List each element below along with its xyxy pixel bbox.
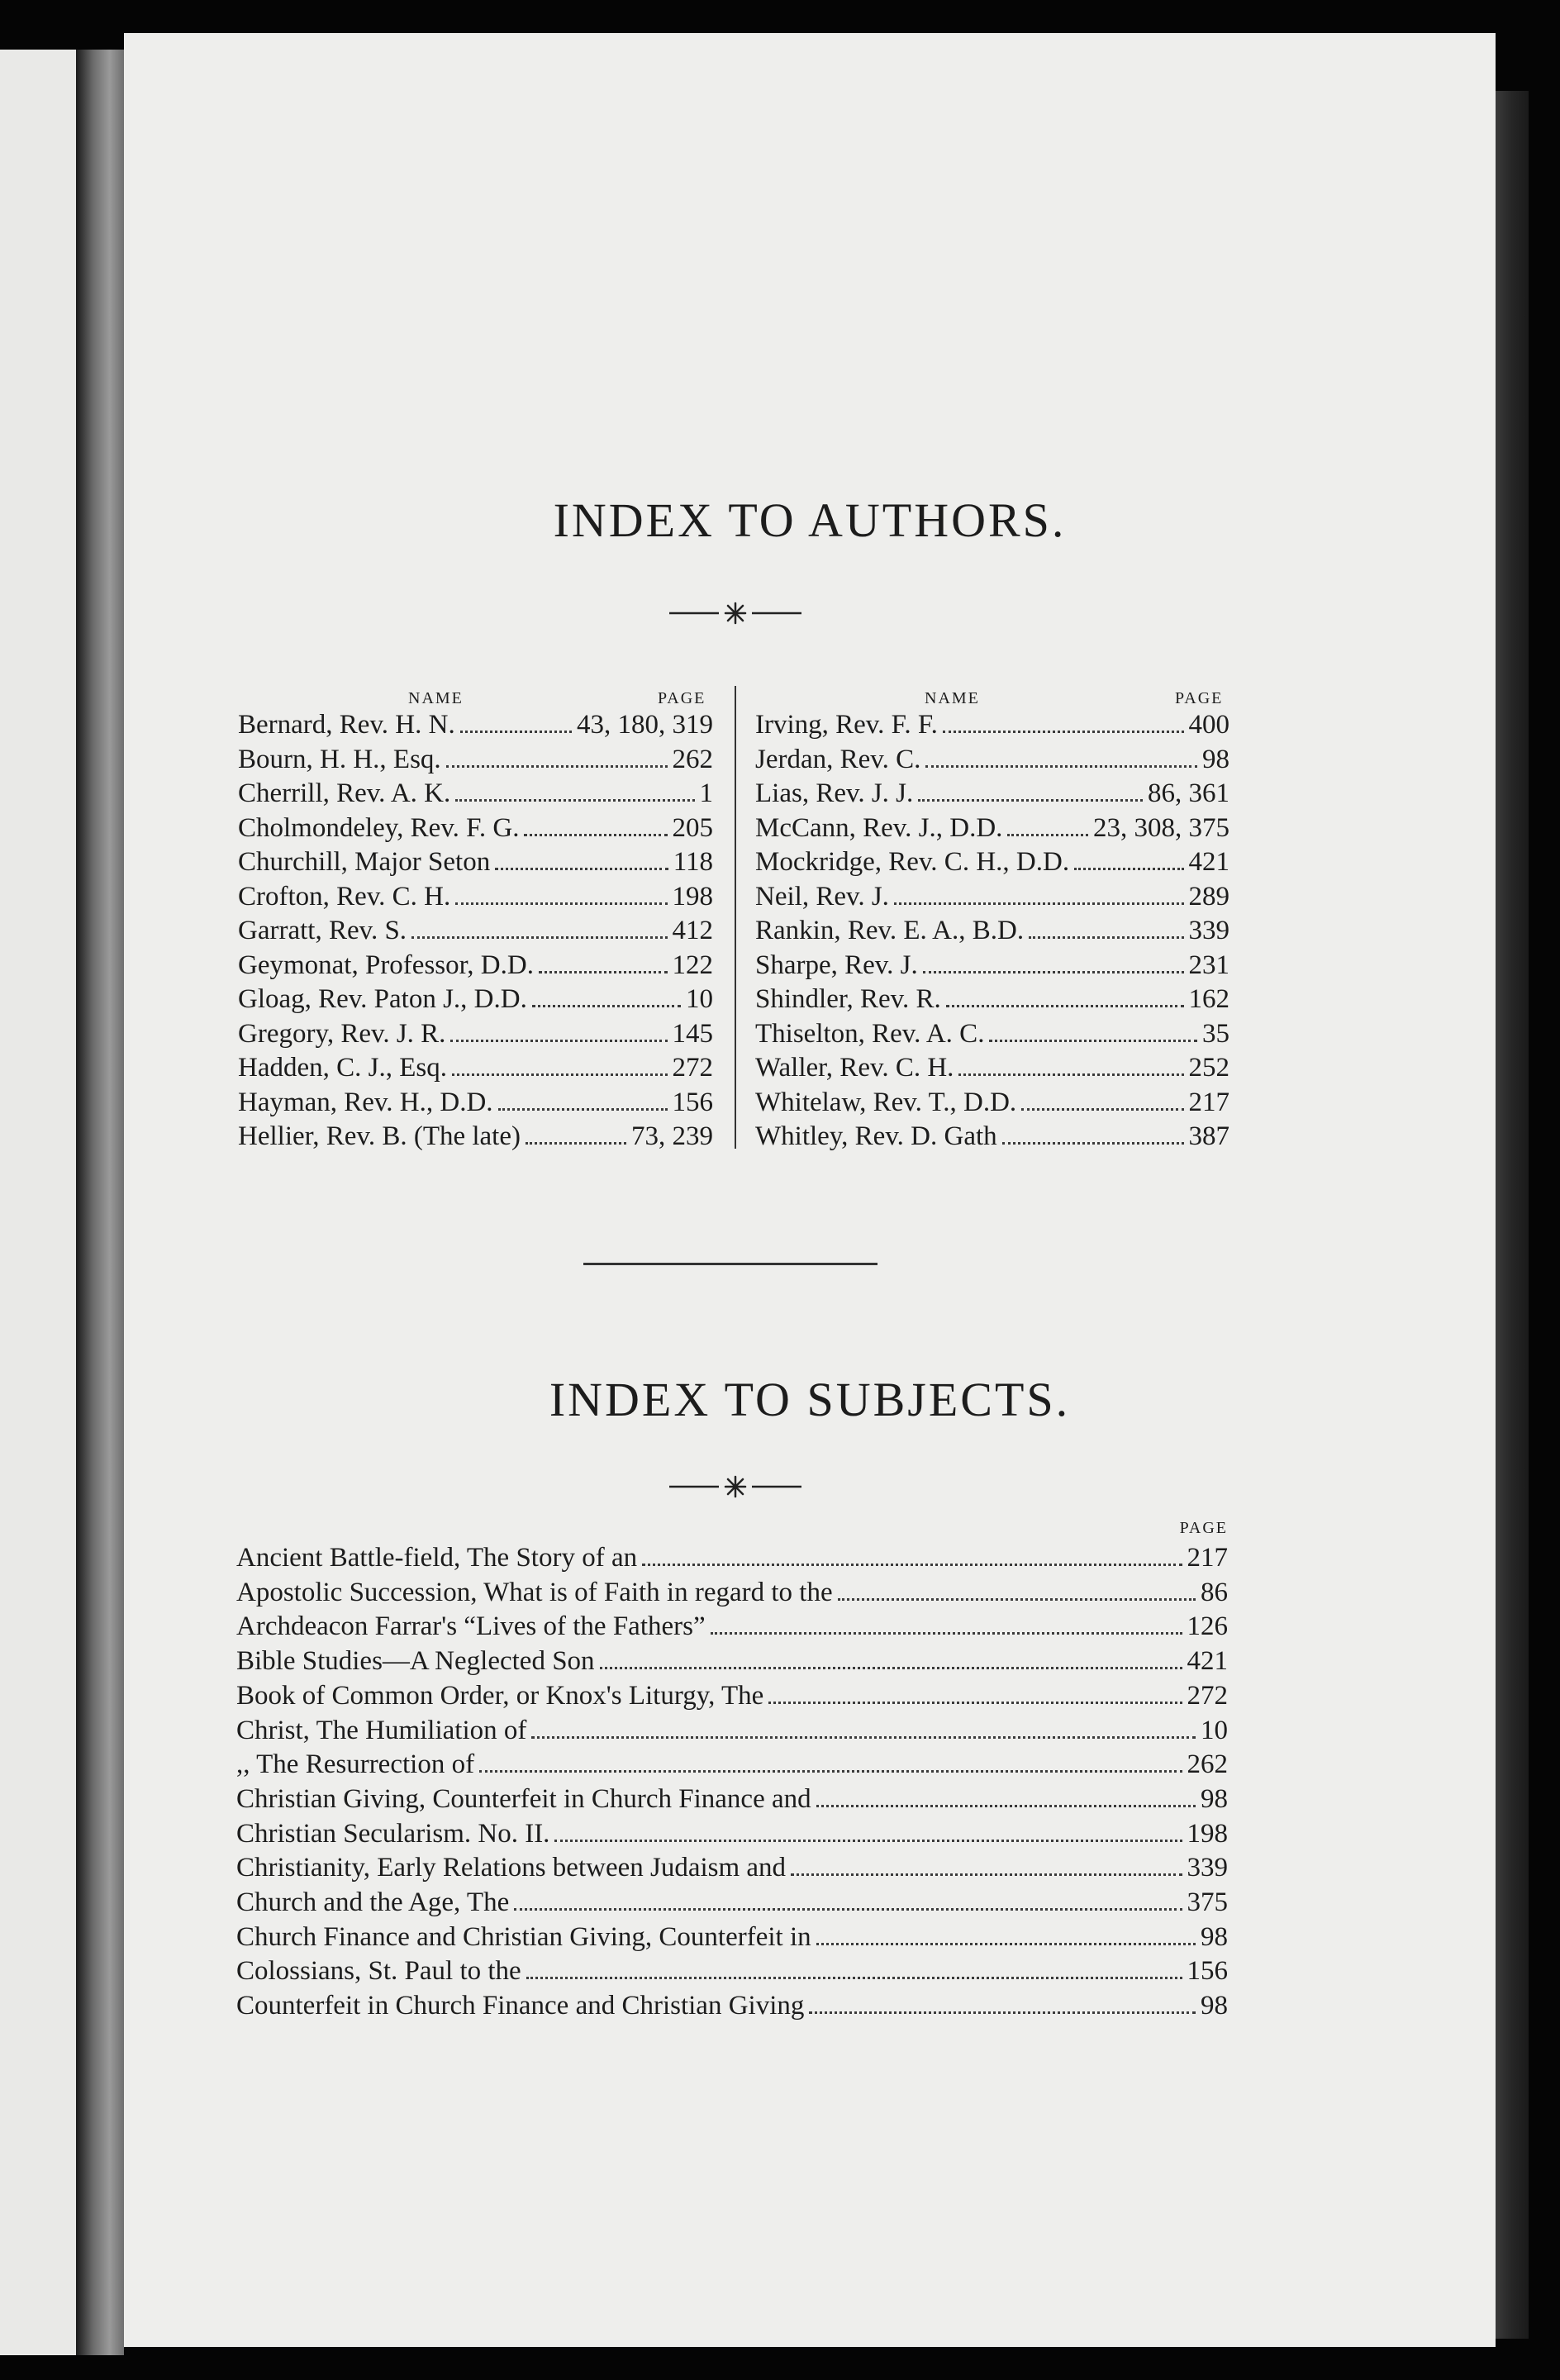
index-entry — [236, 1679, 1228, 1712]
dot-leader — [531, 1715, 1196, 1739]
entry-pages: 73, 239 — [631, 1121, 713, 1151]
dot-leader — [989, 1018, 1197, 1042]
entry-name: Waller, Rev. C. H. — [755, 1053, 954, 1083]
entry-pages: 126 — [1187, 1611, 1228, 1642]
entry-pages: 400 — [1188, 710, 1229, 740]
entry-pages: 86, 361 — [1148, 778, 1229, 808]
entry-name: McCann, Rev. J., D.D. — [755, 812, 1003, 843]
entry-pages: 162 — [1188, 984, 1229, 1014]
entry-pages: 198 — [1187, 1818, 1228, 1849]
entry-pages: 387 — [1188, 1121, 1229, 1151]
entry-pages: 10 — [686, 984, 713, 1014]
entry-name: Cherrill, Rev. A. K. — [238, 778, 451, 808]
entry-name: Church Finance and Christian Giving, Counterfeit in — [236, 1921, 811, 1952]
dot-leader — [446, 744, 668, 768]
dot-leader — [514, 1887, 1182, 1911]
index-entry — [755, 743, 1229, 776]
section-rule — [583, 1263, 878, 1265]
entry-name: Bourn, H. H., Esq. — [238, 744, 441, 774]
dot-leader — [450, 1018, 667, 1042]
index-entry — [755, 880, 1229, 913]
entry-pages: 43, 180, 319 — [577, 710, 713, 740]
dot-leader — [526, 1955, 1182, 1979]
index-entry — [238, 777, 713, 810]
entry-pages: 205 — [672, 812, 713, 843]
dot-leader — [524, 812, 667, 836]
dot-leader — [918, 778, 1143, 802]
index-entry — [755, 983, 1229, 1016]
dot-leader — [925, 744, 1197, 768]
entry-name: Christian Giving, Counterfeit in Church Finance and — [236, 1783, 811, 1814]
dot-leader — [946, 983, 1184, 1007]
entry-name: Counterfeit in Church Finance and Christian Giving — [236, 1991, 805, 2021]
index-entry — [236, 1817, 1228, 1850]
page-stack-edge — [1496, 91, 1529, 2339]
entry-pages: 118 — [673, 847, 713, 877]
index-entry — [755, 708, 1229, 741]
index-entry — [236, 1541, 1228, 1574]
entry-pages: 198 — [672, 881, 713, 912]
entry-name: Cholmondeley, Rev. F. G. — [238, 812, 520, 843]
entry-name: Christianity, Early Relations between Judaism and — [236, 1853, 787, 1883]
index-entry — [238, 845, 713, 878]
facing-page-edge — [0, 50, 76, 2355]
dot-leader — [711, 1611, 1182, 1635]
index-entry — [755, 1086, 1229, 1119]
entry-name: Archdeacon Farrar's “Lives of the Fathers” — [236, 1611, 706, 1642]
entry-name: Churchill, Major Seton — [238, 847, 491, 877]
subjects-title: INDEX TO SUBJECTS. — [549, 1373, 1071, 1426]
entry-pages: 145 — [672, 1018, 713, 1049]
entry-name: Hayman, Rev. H., D.D. — [238, 1087, 493, 1117]
entry-name: Thiselton, Rev. A. C. — [755, 1018, 985, 1049]
column-divider — [735, 686, 736, 1149]
dot-leader — [1007, 812, 1088, 836]
index-entry — [238, 983, 713, 1016]
entry-pages: 23, 308, 375 — [1093, 812, 1229, 843]
index-entry — [236, 1989, 1228, 2022]
entry-name: Jerdan, Rev. C. — [755, 744, 921, 774]
entry-name: Neil, Rev. J. — [755, 881, 889, 912]
entry-name: Garratt, Rev. S. — [238, 916, 407, 945]
index-entry — [755, 1017, 1229, 1050]
entry-name: Mockridge, Rev. C. H., D.D. — [755, 847, 1070, 877]
dot-leader — [816, 1921, 1196, 1945]
entry-pages: 156 — [1187, 1956, 1228, 1987]
index-entry — [238, 949, 713, 982]
index-entry — [238, 812, 713, 845]
page-column-header: PAGE — [1179, 1519, 1228, 1537]
dot-leader — [894, 881, 1184, 905]
entry-pages: 375 — [1187, 1887, 1228, 1917]
index-entry — [755, 845, 1229, 878]
entry-name: Colossians, St. Paul to the — [236, 1956, 521, 1987]
dot-leader — [642, 1542, 1182, 1566]
dot-leader — [923, 950, 1184, 973]
dot-leader — [600, 1645, 1182, 1669]
index-entry — [236, 1954, 1228, 1987]
ornament-divider-icon — [669, 1474, 801, 1499]
entry-pages: 289 — [1188, 881, 1229, 912]
authors-title: INDEX TO AUTHORS. — [553, 493, 1067, 547]
ornament-divider-icon — [669, 601, 801, 626]
entry-pages: 156 — [672, 1087, 713, 1117]
dot-leader — [526, 1121, 626, 1145]
entry-pages: 98 — [1201, 1783, 1228, 1814]
entry-name: Lias, Rev. J. J. — [755, 778, 914, 808]
index-entry — [755, 1120, 1229, 1153]
entry-pages: 412 — [672, 916, 713, 945]
entry-name: Gloag, Rev. Paton J., D.D. — [238, 984, 527, 1014]
entry-name: Geymonat, Professor, D.D. — [238, 950, 534, 980]
dot-leader — [768, 1680, 1182, 1704]
page-column-header: PAGE — [1175, 689, 1224, 707]
entry-name: Hadden, C. J., Esq. — [238, 1053, 447, 1083]
entry-name: Church and the Age, The — [236, 1887, 510, 1917]
index-entry — [755, 777, 1229, 810]
dot-leader — [479, 1749, 1182, 1773]
dot-leader — [455, 881, 667, 905]
entry-pages: 272 — [672, 1053, 713, 1083]
entry-pages: 231 — [1188, 950, 1229, 980]
index-entry — [236, 1886, 1228, 1919]
entry-pages: 421 — [1188, 847, 1229, 877]
entry-name: Whitley, Rev. D. Gath — [755, 1121, 997, 1151]
dot-leader — [495, 846, 668, 870]
entry-pages: 98 — [1202, 744, 1229, 774]
dot-leader — [1029, 915, 1183, 939]
index-entry — [238, 914, 713, 947]
entry-pages: 339 — [1188, 916, 1229, 945]
entry-name: Ancient Battle-field, The Story of an — [236, 1543, 638, 1573]
dot-leader — [791, 1852, 1182, 1876]
index-entry — [236, 1645, 1228, 1678]
entry-pages: 86 — [1201, 1577, 1228, 1607]
index-entry — [755, 1051, 1229, 1084]
dot-leader — [838, 1577, 1196, 1601]
entry-name: Sharpe, Rev. J. — [755, 950, 918, 980]
name-column-header: NAME — [925, 689, 980, 707]
page-column-header: PAGE — [658, 689, 706, 707]
entry-pages: 339 — [1187, 1853, 1228, 1883]
dot-leader — [816, 1783, 1196, 1807]
dot-leader — [809, 1990, 1196, 2014]
index-entry — [236, 1783, 1228, 1816]
entry-pages: 35 — [1202, 1018, 1229, 1049]
entry-name: Christ, The Humiliation of — [236, 1715, 527, 1745]
entry-name: Irving, Rev. F. F. — [755, 710, 938, 740]
dot-leader — [452, 1052, 668, 1076]
entry-name: Book of Common Order, or Knox's Liturgy, The — [236, 1680, 764, 1711]
entry-pages: 262 — [1187, 1749, 1228, 1780]
index-entry — [236, 1714, 1228, 1747]
dot-leader — [539, 950, 668, 973]
entry-pages: 1 — [699, 778, 713, 808]
index-entry — [236, 1748, 1228, 1781]
index-entry — [238, 743, 713, 776]
dot-leader — [1021, 1087, 1183, 1111]
entry-name: Shindler, Rev. R. — [755, 984, 941, 1014]
entry-pages: 98 — [1201, 1921, 1228, 1952]
entry-name: Bible Studies—A Neglected Son — [236, 1646, 595, 1677]
dot-leader — [943, 709, 1184, 733]
dot-leader — [498, 1087, 668, 1111]
entry-name: Christian Secularism. No. II. — [236, 1818, 550, 1849]
book-gutter — [76, 50, 124, 2355]
index-entry — [236, 1851, 1228, 1884]
entry-name: Apostolic Succession, What is of Faith in regard to the — [236, 1577, 833, 1607]
entry-pages: 217 — [1188, 1087, 1229, 1117]
entry-name: Rankin, Rev. E. A., B.D. — [755, 916, 1025, 945]
entry-pages: 272 — [1187, 1680, 1228, 1711]
index-entry — [236, 1921, 1228, 1954]
dot-leader — [411, 915, 667, 939]
entry-pages: 10 — [1201, 1715, 1228, 1745]
index-entry — [238, 1086, 713, 1119]
entry-pages: 252 — [1188, 1053, 1229, 1083]
index-entry — [238, 1051, 713, 1084]
entry-pages: 262 — [672, 744, 713, 774]
entry-name: Bernard, Rev. H. N. — [238, 710, 455, 740]
entry-name: Whitelaw, Rev. T., D.D. — [755, 1087, 1017, 1117]
entry-name: ,, The Resurrection of — [236, 1749, 475, 1780]
index-entry — [238, 1017, 713, 1050]
dot-leader — [532, 983, 681, 1007]
index-entry — [755, 949, 1229, 982]
name-column-header: NAME — [408, 689, 464, 707]
dot-leader — [455, 778, 694, 802]
index-entry — [236, 1576, 1228, 1609]
index-entry — [238, 880, 713, 913]
entry-pages: 421 — [1187, 1646, 1228, 1677]
dot-leader — [958, 1052, 1183, 1076]
index-entry — [755, 812, 1229, 845]
dot-leader — [554, 1818, 1182, 1842]
dot-leader — [1074, 846, 1183, 870]
index-entry — [238, 708, 713, 741]
entry-name: Gregory, Rev. J. R. — [238, 1018, 446, 1049]
dot-leader — [460, 709, 572, 733]
entry-name: Hellier, Rev. B. (The late) — [238, 1121, 521, 1151]
entry-pages: 122 — [672, 950, 713, 980]
dot-leader — [1002, 1121, 1184, 1145]
entry-pages: 217 — [1187, 1543, 1228, 1573]
entry-name: Crofton, Rev. C. H. — [238, 881, 451, 912]
index-entry — [236, 1610, 1228, 1643]
entry-pages: 98 — [1201, 1991, 1228, 2021]
index-entry — [755, 914, 1229, 947]
index-entry — [238, 1120, 713, 1153]
